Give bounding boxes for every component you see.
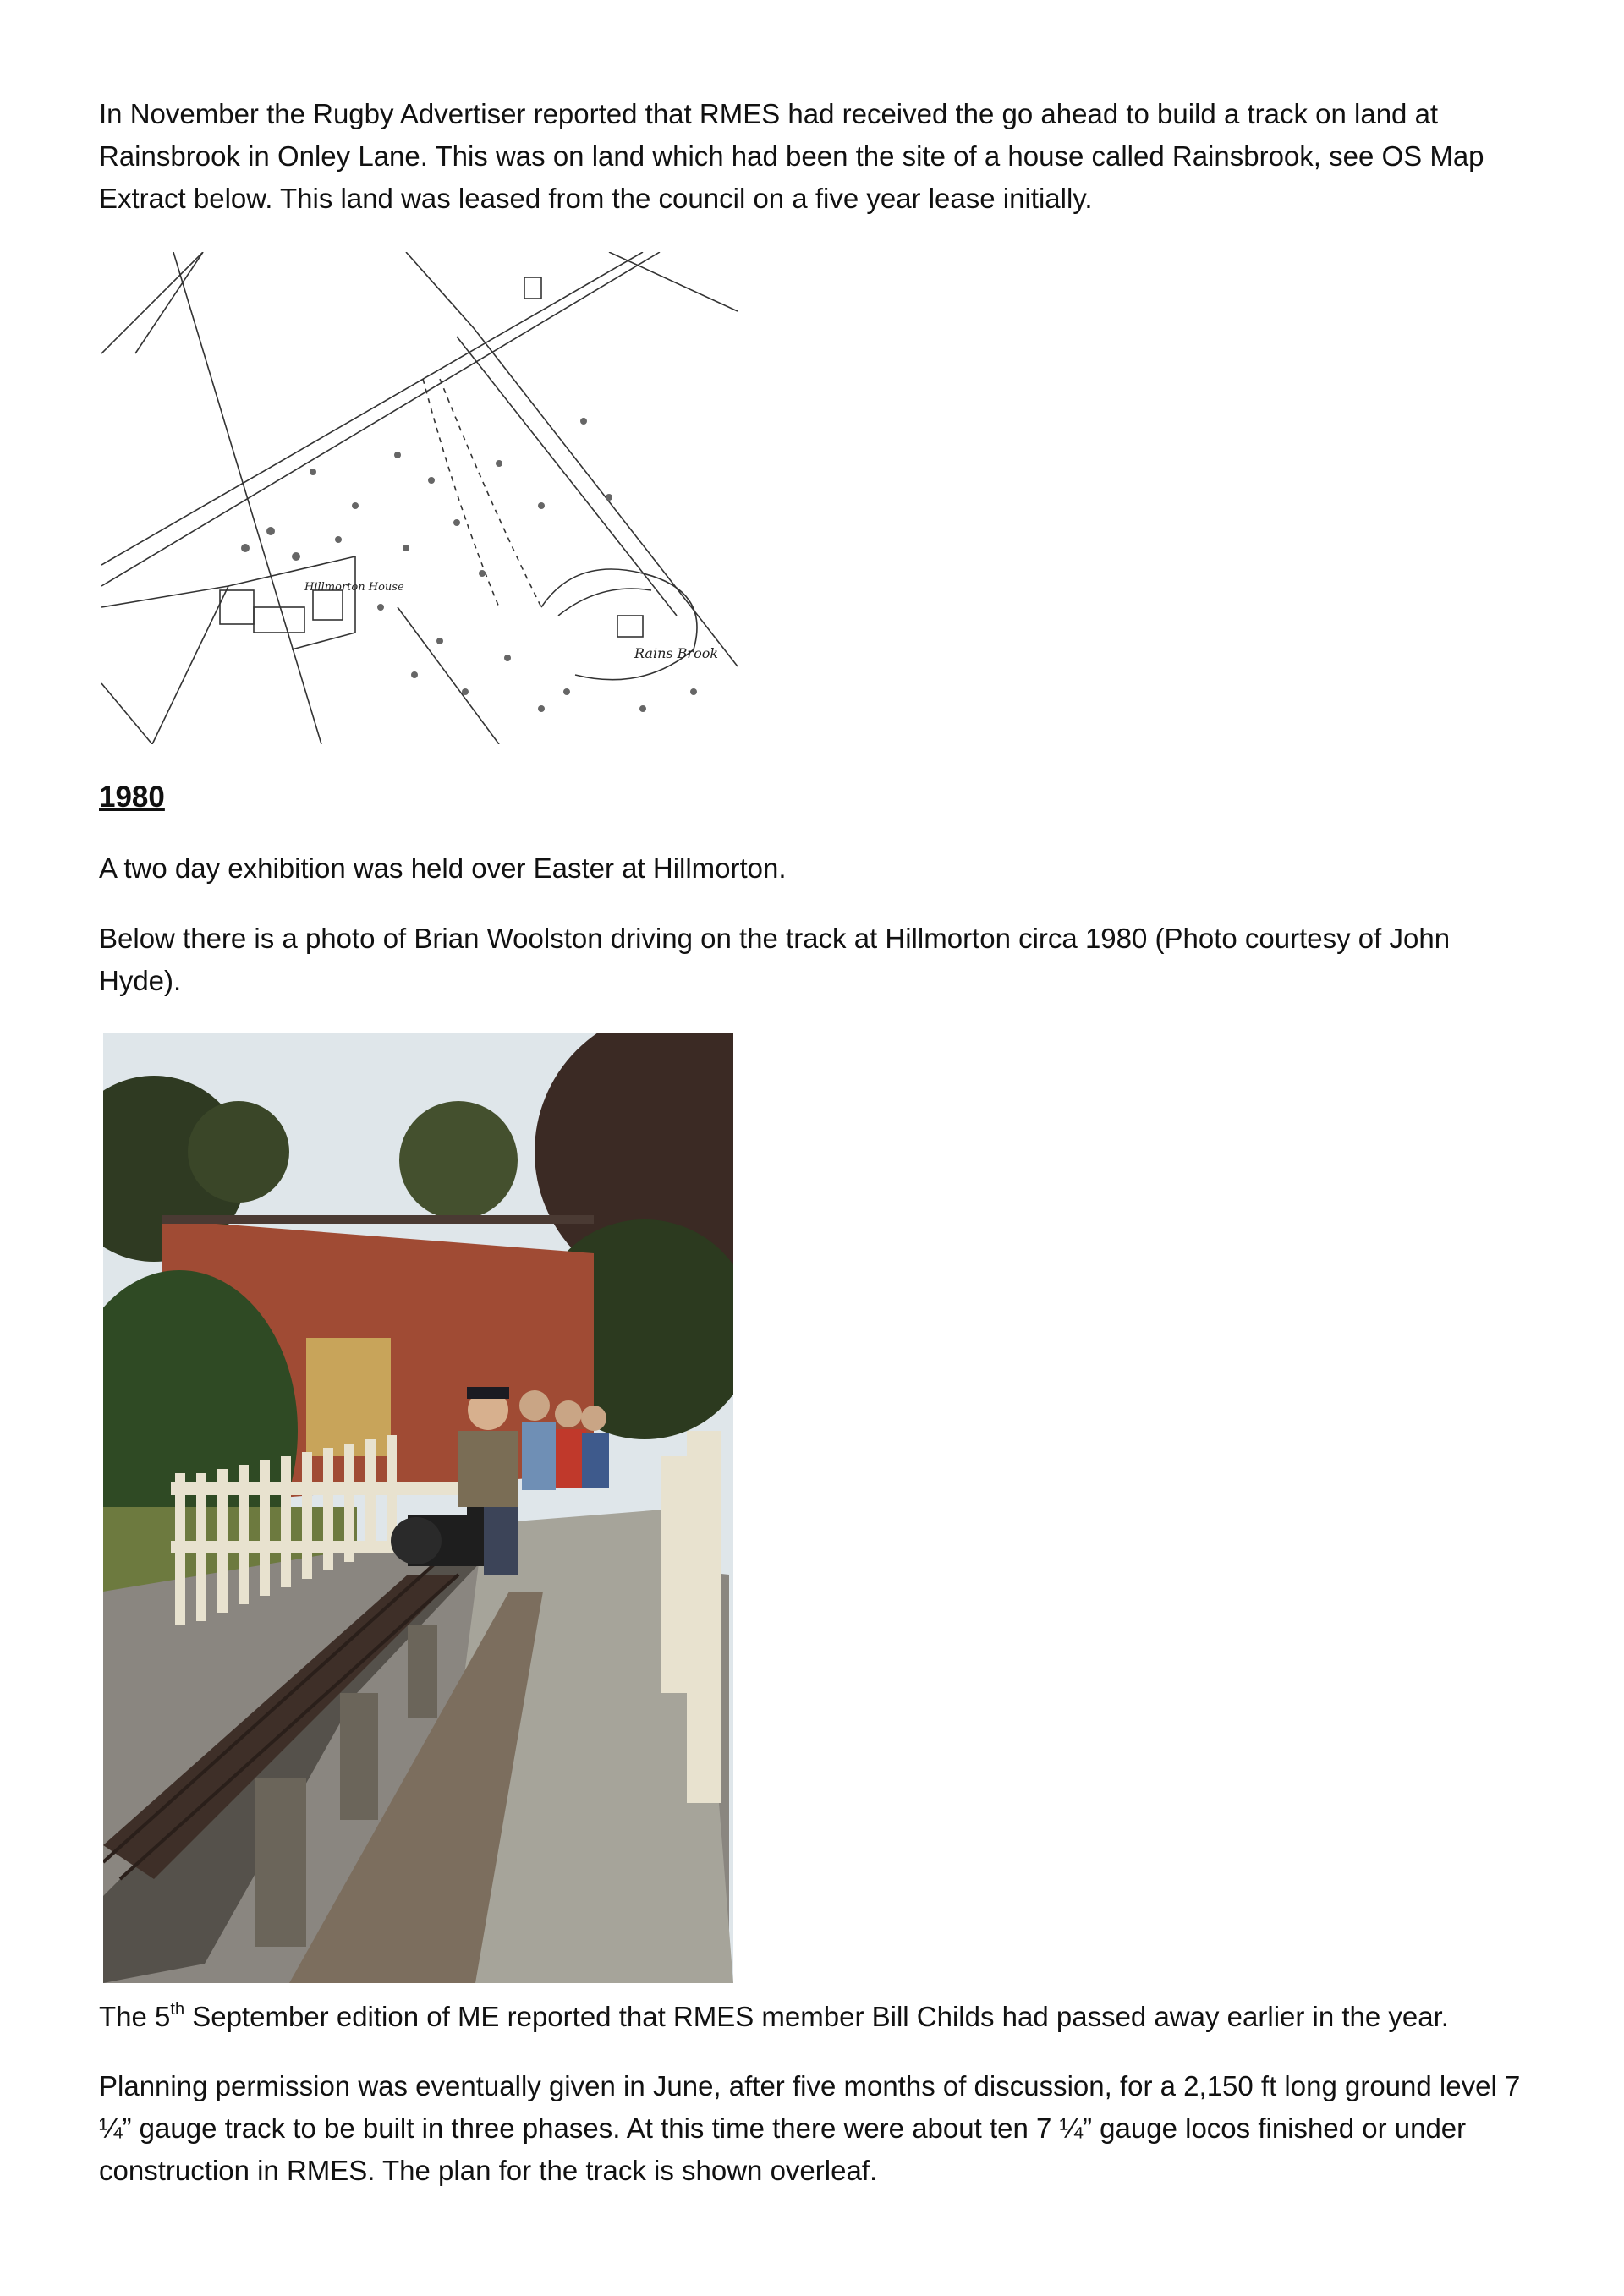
map-label-house: Hillmorton House: [304, 581, 404, 594]
heading-1980: 1980: [99, 781, 165, 814]
paragraph-planning-permission: Planning permission was eventually given in June, after five months of discussion, for a 2,150 ft long ground level 7 ¼” gauge track to be built in three phases. At this time there were about ten 7 ¼” gauge locos finished or under construction in RMES. The plan for the track is shown overleaf.: [99, 2070, 1521, 2186]
paragraph-bill-childs: [99, 1996, 1528, 2038]
map-label-rainsbrook: Rains Brook: [634, 645, 719, 661]
paragraph-exhibition: A two day exhibition was held over Easter at Hillmorton.: [99, 852, 787, 884]
paragraph-rainsbrook-lease: In November the Rugby Advertiser reported that RMES had received the go ahead to build a track on land at Rainsbrook in Onley Lane. This was on land which had been the site of a house called Rainsbrook, see OS Map Extract below. This land was leased from the council on a five year lease initially.: [99, 98, 1484, 214]
photo-hillmorton-track: [103, 1033, 733, 1983]
p4-superscript: th: [170, 2000, 185, 2019]
os-map-extract: [102, 252, 738, 744]
paragraph-photo-intro: Below there is a photo of Brian Woolston driving on the track at Hillmorton circa 1980 (Photo courtesy of John Hyde).: [99, 923, 1451, 996]
p4-after: September edition of ME reported that RMES member Bill Childs had passed away earlier in the year.: [184, 2001, 1449, 2032]
p4-before: The 5: [99, 2001, 171, 2032]
